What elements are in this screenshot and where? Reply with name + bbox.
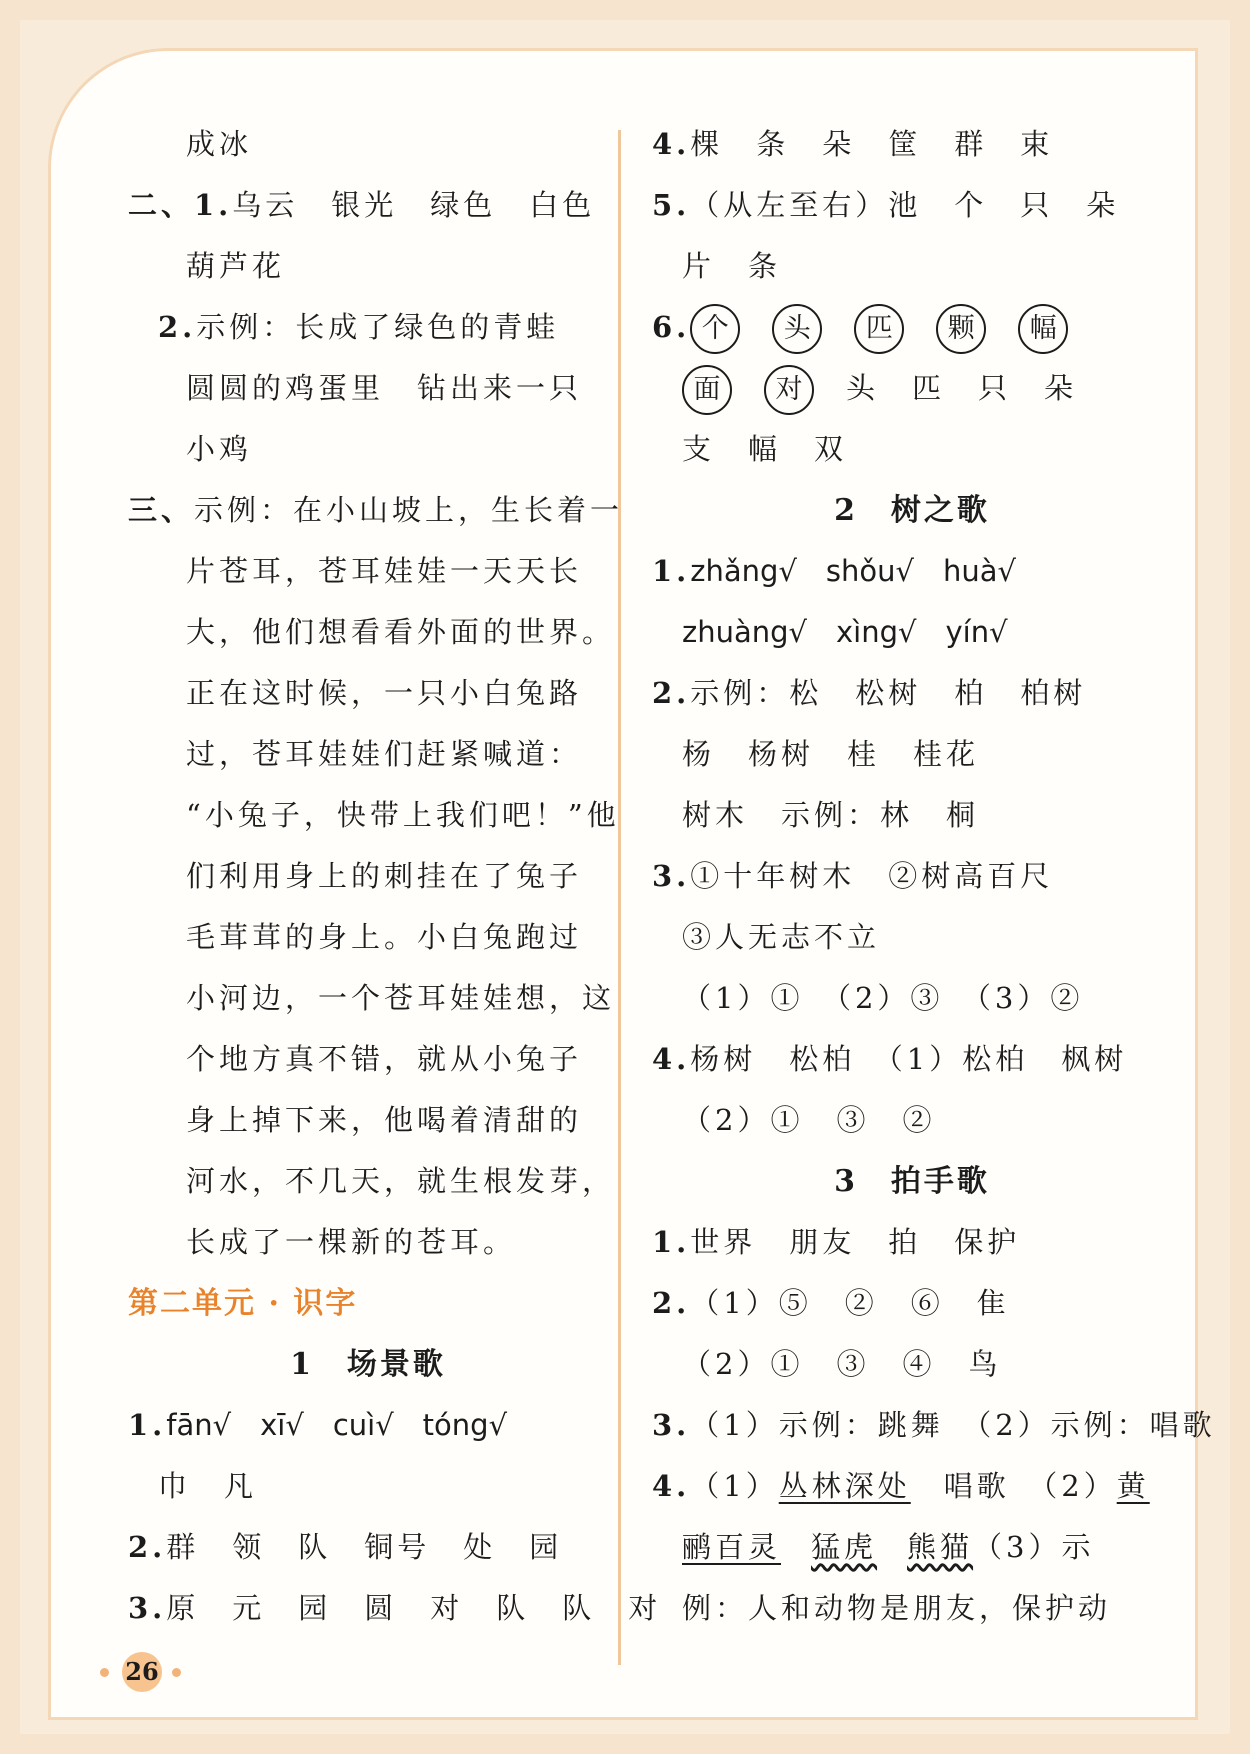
circled-char: 颗 <box>936 304 986 354</box>
question-number: 4. <box>652 1042 691 1076</box>
answer-text: 示例：在小山坡上，生长着一 <box>194 493 624 527</box>
answer-line: 成冰 <box>186 127 253 161</box>
answer-line <box>652 1456 1172 1517</box>
answer-line: 小鸡 <box>186 432 253 466</box>
underlined-answer: 鹂百灵 <box>682 1530 782 1564</box>
answer-line: ③人无志不立 <box>682 920 881 954</box>
question-number: 6. <box>652 310 691 344</box>
question-number: 2. <box>652 676 691 710</box>
answer-line <box>128 175 608 236</box>
answer-line: 片苍耳，苍耳娃娃一天天长 <box>186 554 583 588</box>
question-number: 2. <box>652 1286 691 1320</box>
circled-char: 头 <box>772 304 822 354</box>
answer-text: （1）示例：跳舞 （2）示例：唱歌 <box>690 1408 1216 1442</box>
pinyin-answer: zhuàng√ xìng√ yín√ <box>682 615 1008 649</box>
page-number: 26 <box>122 1652 162 1692</box>
question-number: 2. <box>158 310 197 344</box>
answer-line: 长成了一棵新的苍耳。 <box>186 1225 517 1259</box>
answer-text: （3）示 <box>973 1530 1095 1564</box>
unit-title: 第二单元 · 识字 <box>128 1286 358 1321</box>
answer-line: 毛茸茸的身上。小白兔跑过 <box>186 920 583 954</box>
answer-text: 示例：长成了绿色的青蛙 <box>196 310 560 344</box>
decorative-dot <box>100 1668 109 1677</box>
answer-line: 圆圆的鸡蛋里 钻出来一只 <box>186 371 583 405</box>
lesson-title: 1 场景歌 <box>290 1347 446 1382</box>
left-column <box>128 114 662 1639</box>
answer-text: （从左至右）池 个 只 朵 <box>690 188 1120 222</box>
answer-line <box>652 114 1172 175</box>
answer-text: 示例：松 松树 柏 柏树 <box>690 676 1087 710</box>
answer-line: （1）① （2）③ （3）② <box>682 981 1084 1015</box>
answer-line <box>652 846 1172 907</box>
lesson-title: 2 树之歌 <box>834 493 990 528</box>
answer-text: （1）⑤ ② ⑥ 隹 <box>690 1286 1010 1320</box>
answer-text: （1） <box>690 1469 779 1503</box>
circled-char: 匹 <box>854 304 904 354</box>
answer-line: 河水，不几天，就生根发芽， <box>186 1164 616 1198</box>
answer-line <box>652 1273 1172 1334</box>
circled-char: 面 <box>682 365 732 415</box>
answer-line: 个地方真不错，就从小兔子 <box>186 1042 583 1076</box>
answer-line: （2）① ③ ② <box>682 1103 936 1137</box>
answer-line <box>652 663 1172 724</box>
answer-line: 杨 杨树 桂 桂花 <box>682 737 980 771</box>
answer-line <box>652 175 1172 236</box>
answer-text: ①十年树木 ②树高百尺 <box>690 859 1054 893</box>
question-number: 4. <box>652 1469 691 1503</box>
answer-line: 正在这时候，一只小白兔路 <box>186 676 583 710</box>
wavy-underlined-answer: 熊猫 <box>907 1530 974 1564</box>
answer-line: （2）① ③ ④ 鸟 <box>682 1347 1002 1381</box>
answer-line <box>652 541 1172 602</box>
wavy-underlined-answer: 猛虎 <box>811 1530 878 1564</box>
answer-line: 葫芦花 <box>186 249 286 283</box>
question-number: 3. <box>652 859 691 893</box>
question-number: 1. <box>652 1225 691 1259</box>
answer-text: 群 领 队 铜号 处 园 <box>166 1530 563 1564</box>
answer-line: 过，苍耳娃娃们赶紧喊道： <box>186 737 583 771</box>
column-divider <box>618 130 621 1665</box>
answer-line: 巾 凡 <box>158 1469 258 1503</box>
answer-line <box>128 1578 662 1639</box>
answer-line: 支 幅 双 <box>682 432 848 466</box>
answer-line: 树木 示例：林 桐 <box>682 798 980 832</box>
answer-line <box>128 1395 608 1456</box>
answer-line <box>652 1212 1172 1273</box>
decorative-dot <box>172 1668 181 1677</box>
circled-char: 个 <box>690 304 740 354</box>
underlined-answer: 丛林深处 <box>778 1469 911 1503</box>
underlined-answer: 黄 <box>1116 1469 1150 1503</box>
answer-line: 片 条 <box>682 249 782 283</box>
answer-text: 棵 条 朵 筐 群 束 <box>690 127 1054 161</box>
answer-line <box>128 297 608 358</box>
answer-line <box>652 1517 1172 1578</box>
answer-line: 们利用身上的刺挂在了兔子 <box>186 859 583 893</box>
section-number: 二、1. <box>128 188 233 222</box>
question-number: 3. <box>652 1408 691 1442</box>
question-number: 2. <box>128 1530 167 1564</box>
question-number: 5. <box>652 188 691 222</box>
answer-text: 乌云 银光 绿色 白色 <box>232 188 596 222</box>
answer-line: 例：人和动物是朋友，保护动 <box>682 1591 1112 1625</box>
right-column <box>652 114 1216 1639</box>
question-number: 4. <box>652 127 691 161</box>
question-number: 3. <box>128 1591 167 1625</box>
answer-text: 世界 朋友 拍 保护 <box>690 1225 1021 1259</box>
answer-line: 小河边，一个苍耳娃娃想，这 <box>186 981 616 1015</box>
answer-line <box>128 1517 608 1578</box>
answer-text: 头 匹 只 朵 <box>846 371 1078 405</box>
answer-line: 大，他们想看看外面的世界。 <box>186 615 616 649</box>
circled-char: 对 <box>764 365 814 415</box>
answer-line <box>652 1395 1216 1456</box>
answer-line <box>652 358 1172 419</box>
answer-text: 唱歌 （2） <box>910 1469 1117 1503</box>
answer-line <box>652 297 1172 358</box>
question-number: 1. <box>128 1408 167 1442</box>
pinyin-answer: zhǎng√ shǒu√ huà√ <box>690 554 1017 588</box>
lesson-title: 3 拍手歌 <box>834 1164 990 1199</box>
section-number: 三、 <box>128 493 195 527</box>
answer-text: 原 元 园 圆 对 队 队 对 <box>166 1591 662 1625</box>
answer-line: 身上掉下来，他喝着清甜的 <box>186 1103 583 1137</box>
answer-line: “小兔子，快带上我们吧！”他 <box>186 798 620 832</box>
answer-line <box>652 1029 1172 1090</box>
pinyin-answer: fān√ xī√ cuì√ tóng√ <box>166 1408 508 1442</box>
answer-text: 杨树 松柏 （1）松柏 枫树 <box>690 1042 1128 1076</box>
answer-line <box>128 480 624 541</box>
question-number: 1. <box>652 554 691 588</box>
circled-char: 幅 <box>1018 304 1068 354</box>
